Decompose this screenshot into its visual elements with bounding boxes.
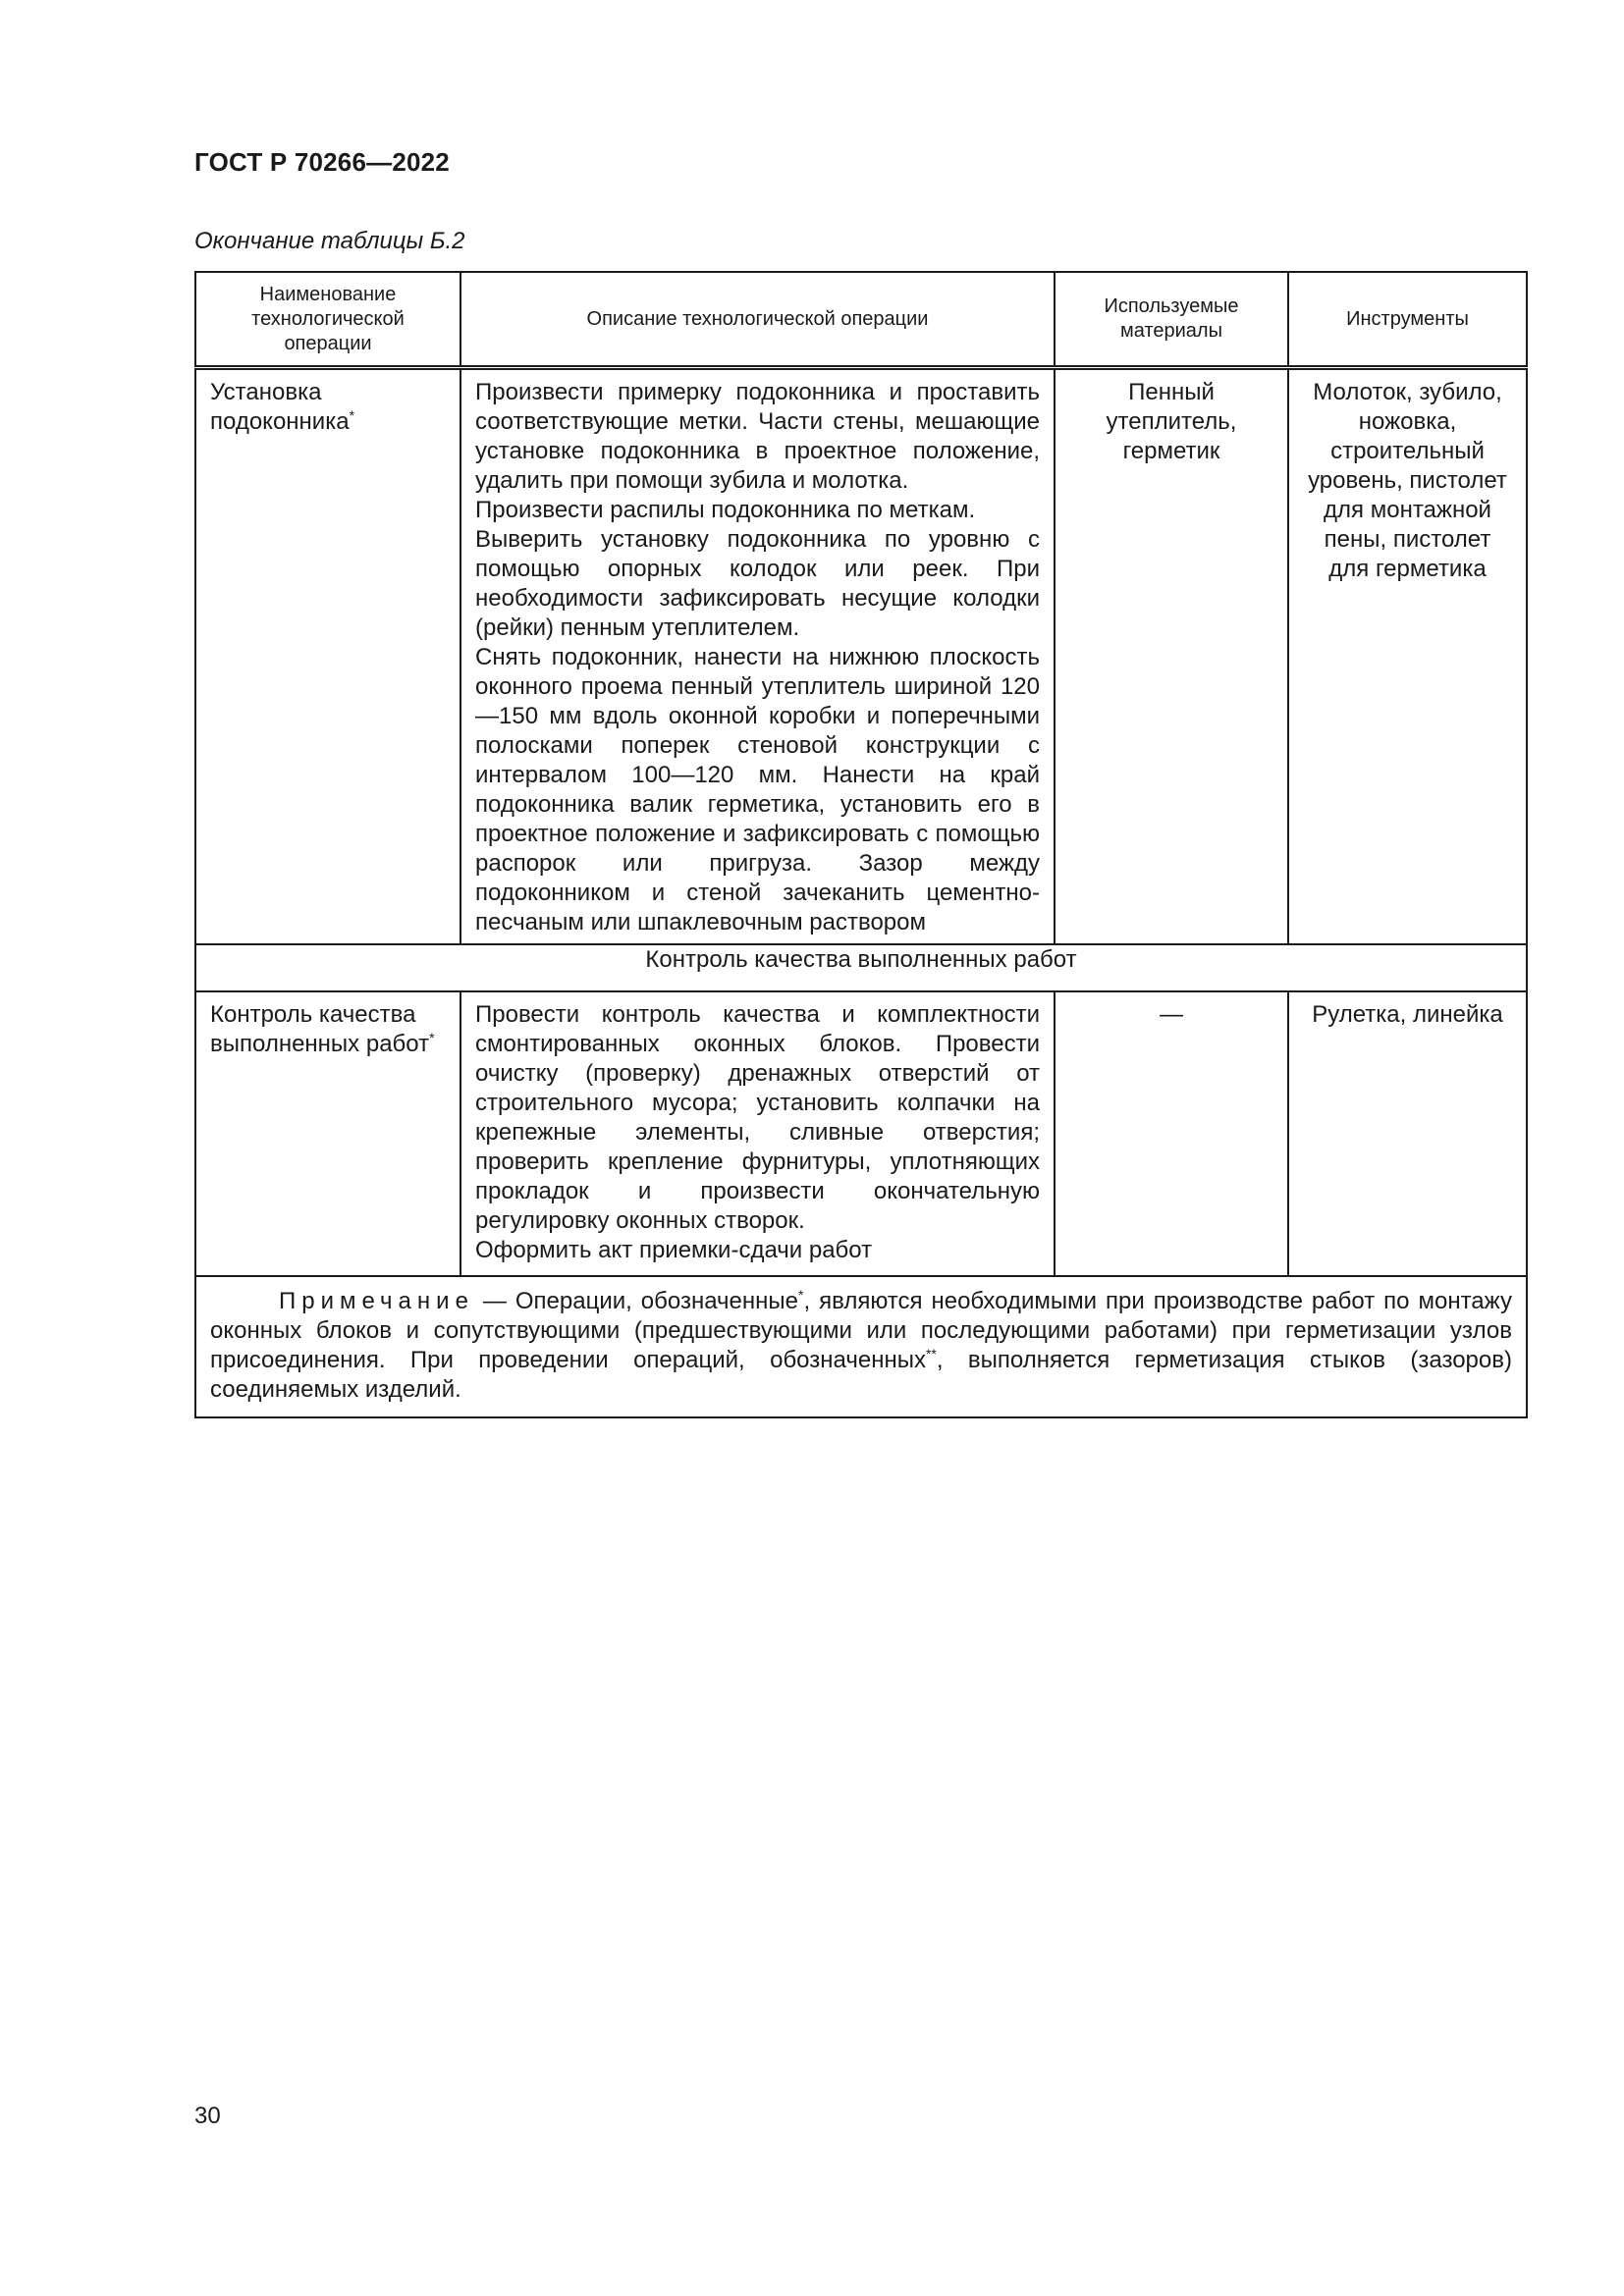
note-text: Операции, обозначенные — [514, 1288, 799, 1314]
operation-name-cell — [195, 368, 460, 945]
description-paragraph: Оформить акт приемки-сдачи работ — [475, 1237, 873, 1263]
materials-text: Пенный утеплитель, герметик — [1106, 379, 1237, 464]
note-label: Примечание — [279, 1288, 474, 1314]
note-text: , являются необходимыми при производстве работ по монтажу оконных блоков и сопутствующими (предшествующими или последующими работами) при герметизации узлов присоединения. При проведении операций, обозначенных — [210, 1288, 1512, 1373]
note-row — [195, 1276, 1527, 1417]
description-cell — [460, 368, 1055, 945]
table-row — [195, 368, 1527, 945]
column-header-materials: Используемые материалы — [1055, 272, 1288, 368]
page-number: 30 — [194, 2103, 221, 2129]
table-caption: Окончание таблицы Б.2 — [194, 228, 465, 254]
table-row — [195, 991, 1527, 1276]
note-dash: — — [482, 1288, 507, 1314]
tools-cell — [1288, 368, 1527, 945]
tools-cell — [1288, 991, 1527, 1276]
footnote-mark: * — [798, 1287, 804, 1303]
description-cell — [460, 991, 1055, 1276]
materials-cell — [1055, 368, 1288, 945]
description-paragraph: Выверить установку подоконника по уровню с помощью опорных колодок или реек. При необходимости зафиксировать несущие колодки (рейки) пенным утеплителем. — [475, 526, 1040, 641]
description-paragraph: Произвести примерку подоконника и проставить соответствующие метки. Части стены, мешающие установке подоконника в проектное положение, удалить при помощи зубила и молотка. — [475, 379, 1040, 494]
description-paragraph: Провести контроль качества и комплектности смонтированных оконных блоков. Провести очистку (проверку) дренажных отверстий от строительного мусора; установить колпачки на крепежные элементы, сливные отверстия; проверить крепление фурнитуры, уплотняющих прокладок и произвести окончательную регулировку оконных створок. — [475, 1001, 1040, 1234]
operation-name: Контроль качества выполненных работ — [210, 1001, 430, 1057]
tools-text: Рулетка, линейка — [1312, 1001, 1503, 1028]
footnote-mark: * — [429, 1030, 435, 1045]
operation-name: Установка подоконника — [210, 379, 350, 435]
description-paragraph: Произвести распилы подоконника по меткам. — [475, 497, 976, 523]
column-header-operation-name: Наименование технологической операции — [195, 272, 460, 368]
section-title: Контроль качества выполненных работ — [195, 944, 1527, 991]
column-header-description: Описание технологической операции — [460, 272, 1055, 368]
footnote-mark: ** — [925, 1346, 937, 1362]
materials-cell — [1055, 991, 1288, 1276]
operation-name-cell — [195, 991, 460, 1276]
operations-table — [194, 271, 1528, 1418]
description-paragraph: Снять подоконник, нанести на нижнюю плоскость оконного проема пенный утеплитель шириной 120—150 мм вдоль оконной коробки и поперечными полосками поперек стеновой конструкции с интервалом 100—120 мм. Нанести на край подоконника валик герметика, установить его в проектное положение и зафиксировать с помощью распорок или пригруза. Зазор между подоконником и стеной зачеканить цементно-песчаным или шпаклевочным раствором — [475, 644, 1040, 935]
note-text: , выполняется герметизация стыков (зазоров) соединяемых изделий. — [210, 1347, 1512, 1403]
footnote-mark: * — [349, 407, 355, 423]
tools-text: Молоток, зубило, ножовка, строительный уровень, пистолет для монтажной пены, пистолет для герметика — [1308, 379, 1507, 582]
materials-text: — — [1160, 1001, 1183, 1028]
table-header-row — [195, 272, 1527, 368]
section-header-row — [195, 944, 1527, 991]
column-header-tools: Инструменты — [1288, 272, 1527, 368]
note-cell — [195, 1276, 1527, 1417]
document-id: ГОСТ Р 70266—2022 — [194, 147, 450, 177]
